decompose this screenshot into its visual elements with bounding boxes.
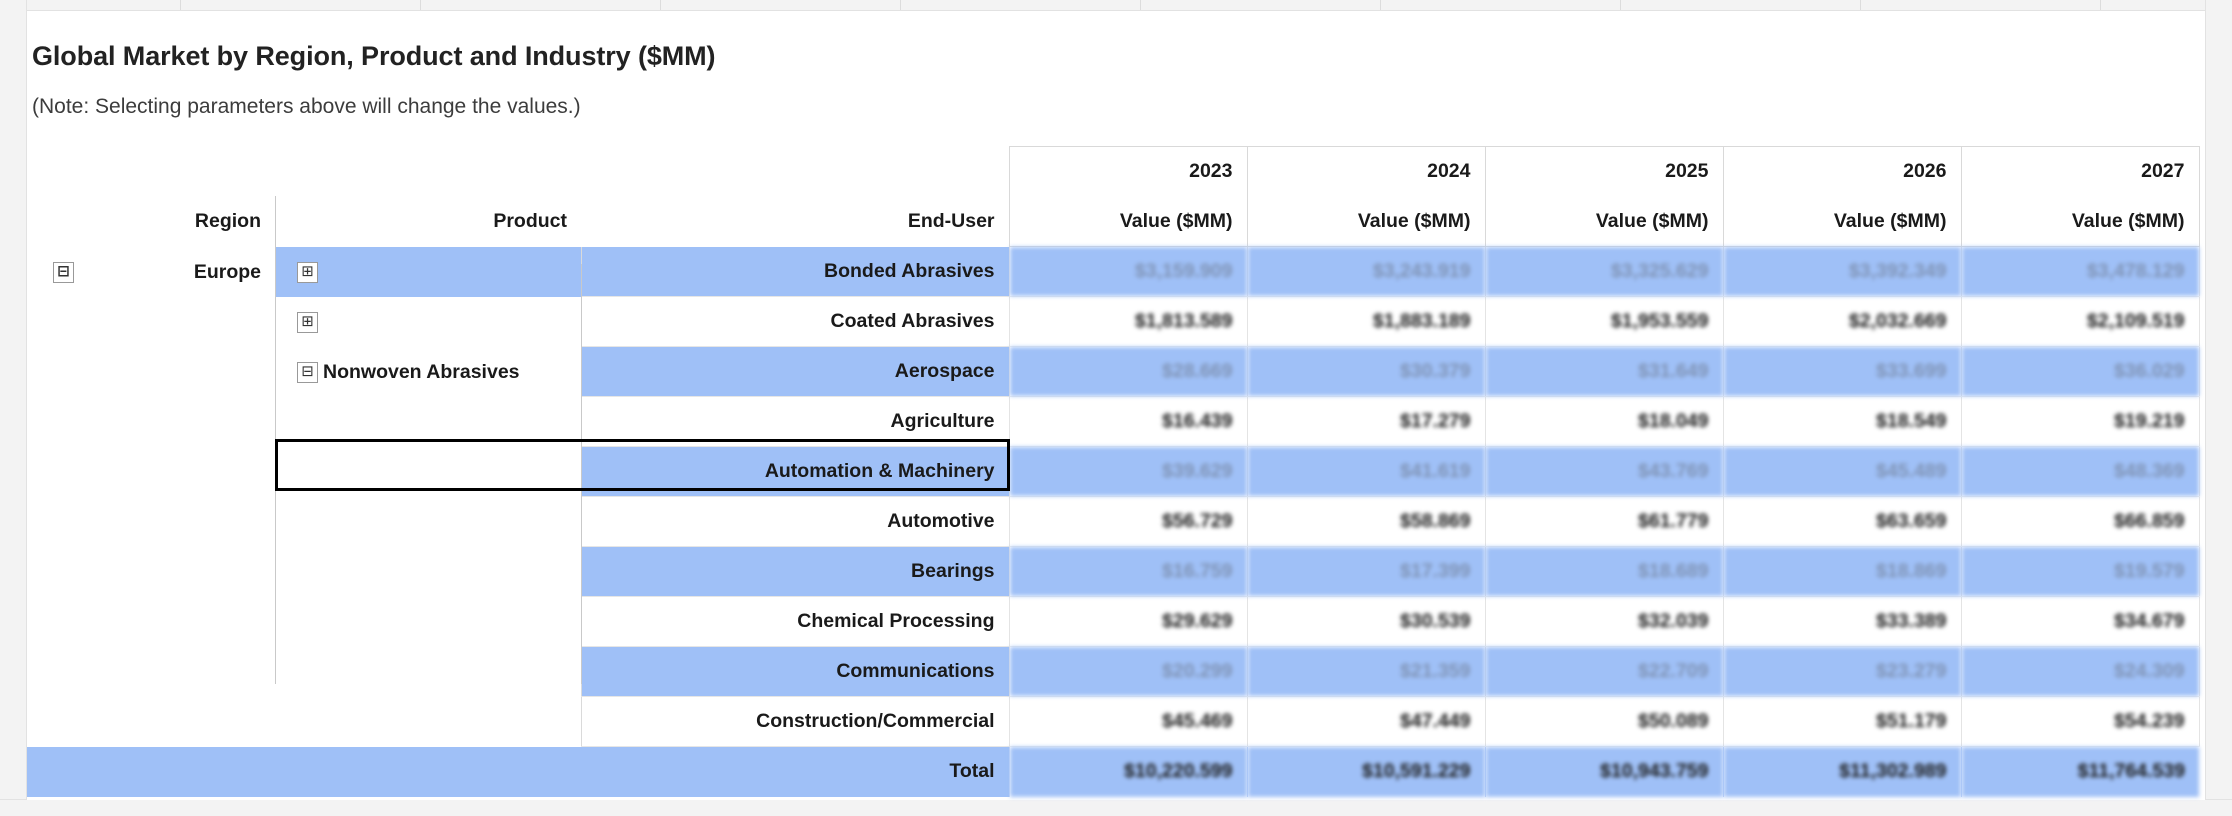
region-cell[interactable] bbox=[27, 697, 275, 747]
pivot-table bbox=[27, 146, 2200, 797]
region-group-divider bbox=[275, 196, 276, 684]
expand-product-icon[interactable]: ⊞ bbox=[297, 312, 318, 333]
value-cell: $45.469 bbox=[1009, 697, 1247, 747]
product-cell[interactable] bbox=[275, 547, 581, 597]
product-cell[interactable] bbox=[275, 497, 581, 547]
header-spacer bbox=[581, 147, 1009, 197]
collapse-region-icon[interactable]: ⊟ bbox=[53, 262, 74, 283]
value-cell: $18.549 bbox=[1723, 397, 1961, 447]
value-cell: $3,325.629 bbox=[1485, 247, 1723, 297]
value-cell: $36.029 bbox=[1961, 347, 2199, 397]
page-note: (Note: Selecting parameters above will change the values.) bbox=[32, 95, 581, 118]
value-cell: $33.389 bbox=[1723, 597, 1961, 647]
value-cell: $1,883.189 bbox=[1247, 297, 1485, 347]
enduser-cell: Bonded Abrasives bbox=[581, 247, 1009, 297]
enduser-cell: Chemical Processing bbox=[581, 597, 1009, 647]
value-cell: $18.689 bbox=[1485, 547, 1723, 597]
column-header-year-2027[interactable]: 2027 bbox=[1961, 147, 2199, 197]
value-cell: $23.279 bbox=[1723, 647, 1961, 697]
product-cell[interactable] bbox=[275, 247, 581, 297]
total-value-cell: $10,943.759 bbox=[1485, 747, 1723, 797]
value-cell: $16.759 bbox=[1009, 547, 1247, 597]
total-value-cell: $11,764.539 bbox=[1961, 747, 2199, 797]
product-cell[interactable] bbox=[275, 347, 581, 397]
row-header-region[interactable]: Region bbox=[27, 197, 275, 247]
value-cell: $66.859 bbox=[1961, 497, 2199, 547]
measure-header-2025[interactable]: Value ($MM) bbox=[1485, 197, 1723, 247]
enduser-cell: Agriculture bbox=[581, 397, 1009, 447]
product-cell[interactable] bbox=[275, 597, 581, 647]
value-cell: $1,813.589 bbox=[1009, 297, 1247, 347]
header-spacer bbox=[27, 147, 275, 197]
total-spacer bbox=[275, 747, 581, 797]
measure-header-2023[interactable]: Value ($MM) bbox=[1009, 197, 1247, 247]
value-cell: $19.219 bbox=[1961, 397, 2199, 447]
value-cell: $48.369 bbox=[1961, 447, 2199, 497]
total-value-cell: $10,591.229 bbox=[1247, 747, 1485, 797]
table-row[interactable] bbox=[27, 547, 2199, 597]
enduser-cell: Communications bbox=[581, 647, 1009, 697]
measure-header-2024[interactable]: Value ($MM) bbox=[1247, 197, 1485, 247]
region-cell[interactable] bbox=[27, 447, 275, 497]
product-cell[interactable] bbox=[275, 447, 581, 497]
value-cell: $63.659 bbox=[1723, 497, 1961, 547]
bottom-gutter[interactable] bbox=[0, 799, 2232, 816]
table-header-years bbox=[27, 147, 2199, 197]
value-cell: $1,953.559 bbox=[1485, 297, 1723, 347]
value-cell: $3,478.129 bbox=[1961, 247, 2199, 297]
product-label: Nonwoven Abrasives bbox=[323, 360, 520, 383]
value-cell: $32.039 bbox=[1485, 597, 1723, 647]
value-cell: $3,159.909 bbox=[1009, 247, 1247, 297]
value-cell: $3,392.349 bbox=[1723, 247, 1961, 297]
value-cell: $58.869 bbox=[1247, 497, 1485, 547]
right-gutter[interactable] bbox=[2205, 0, 2232, 816]
row-header-product[interactable]: Product bbox=[275, 197, 581, 247]
total-spacer bbox=[27, 747, 275, 797]
value-cell: $45.489 bbox=[1723, 447, 1961, 497]
enduser-cell: Aerospace bbox=[581, 347, 1009, 397]
total-label: Total bbox=[581, 747, 1009, 797]
region-label: Europe bbox=[193, 260, 261, 283]
measure-header-2027[interactable]: Value ($MM) bbox=[1961, 197, 2199, 247]
product-cell[interactable] bbox=[275, 697, 581, 747]
value-cell: $30.539 bbox=[1247, 597, 1485, 647]
left-gutter bbox=[0, 0, 27, 816]
enduser-cell: Bearings bbox=[581, 547, 1009, 597]
value-cell: $61.779 bbox=[1485, 497, 1723, 547]
value-cell: $31.649 bbox=[1485, 347, 1723, 397]
enduser-cell: Construction/Commercial bbox=[581, 697, 1009, 747]
table-row[interactable] bbox=[27, 597, 2199, 647]
value-cell: $34.679 bbox=[1961, 597, 2199, 647]
value-cell: $50.089 bbox=[1485, 697, 1723, 747]
value-cell: $51.179 bbox=[1723, 697, 1961, 747]
table-row[interactable] bbox=[27, 397, 2199, 447]
value-cell: $29.629 bbox=[1009, 597, 1247, 647]
value-cell: $30.379 bbox=[1247, 347, 1485, 397]
value-cell: $19.579 bbox=[1961, 547, 2199, 597]
table-row[interactable] bbox=[27, 247, 2199, 297]
column-header-year-2025[interactable]: 2025 bbox=[1485, 147, 1723, 197]
value-cell: $2,032.669 bbox=[1723, 297, 1961, 347]
table-header-measures bbox=[27, 197, 2199, 247]
product-cell[interactable] bbox=[275, 297, 581, 347]
region-cell[interactable] bbox=[27, 247, 275, 297]
table-row[interactable] bbox=[27, 447, 2199, 497]
value-cell: $47.449 bbox=[1247, 697, 1485, 747]
column-header-year-2024[interactable]: 2024 bbox=[1247, 147, 1485, 197]
value-cell: $16.439 bbox=[1009, 397, 1247, 447]
column-header-year-2026[interactable]: 2026 bbox=[1723, 147, 1961, 197]
value-cell: $3,243.919 bbox=[1247, 247, 1485, 297]
region-cell[interactable] bbox=[27, 497, 275, 547]
value-cell: $17.399 bbox=[1247, 547, 1485, 597]
value-cell: $33.699 bbox=[1723, 347, 1961, 397]
value-cell: $41.619 bbox=[1247, 447, 1485, 497]
table-row[interactable] bbox=[27, 297, 2199, 347]
report-panel bbox=[27, 11, 2205, 800]
expand-product-icon[interactable]: ⊞ bbox=[297, 262, 318, 283]
enduser-cell: Automotive bbox=[581, 497, 1009, 547]
header-spacer bbox=[275, 147, 581, 197]
value-cell: $28.669 bbox=[1009, 347, 1247, 397]
value-cell: $39.629 bbox=[1009, 447, 1247, 497]
table-row[interactable] bbox=[27, 497, 2199, 547]
total-value-cell: $11,302.989 bbox=[1723, 747, 1961, 797]
table-row[interactable] bbox=[27, 647, 2199, 697]
top-ruler bbox=[0, 0, 2232, 11]
product-cell[interactable] bbox=[275, 647, 581, 697]
row-header-enduser[interactable]: End-User bbox=[581, 197, 1009, 247]
value-cell: $20.299 bbox=[1009, 647, 1247, 697]
region-cell[interactable] bbox=[27, 547, 275, 597]
region-cell[interactable] bbox=[27, 297, 275, 347]
region-cell[interactable] bbox=[27, 597, 275, 647]
value-cell: $43.769 bbox=[1485, 447, 1723, 497]
column-header-year-2023[interactable]: 2023 bbox=[1009, 147, 1247, 197]
value-cell: $54.239 bbox=[1961, 697, 2199, 747]
value-cell: $17.279 bbox=[1247, 397, 1485, 447]
measure-header-2026[interactable]: Value ($MM) bbox=[1723, 197, 1961, 247]
value-cell: $21.359 bbox=[1247, 647, 1485, 697]
enduser-cell: Coated Abrasives bbox=[581, 297, 1009, 347]
region-cell[interactable] bbox=[27, 347, 275, 397]
value-cell: $18.049 bbox=[1485, 397, 1723, 447]
total-row bbox=[27, 747, 2199, 797]
value-cell: $22.709 bbox=[1485, 647, 1723, 697]
value-cell: $18.869 bbox=[1723, 547, 1961, 597]
value-cell: $56.729 bbox=[1009, 497, 1247, 547]
value-cell: $24.309 bbox=[1961, 647, 2199, 697]
region-cell[interactable] bbox=[27, 647, 275, 697]
product-group-divider bbox=[581, 264, 582, 684]
region-cell[interactable] bbox=[27, 397, 275, 447]
table-row[interactable] bbox=[27, 347, 2199, 397]
page-title: Global Market by Region, Product and Industry ($MM) bbox=[32, 41, 716, 71]
enduser-cell: Automation & Machinery bbox=[581, 447, 1009, 497]
product-cell[interactable] bbox=[275, 397, 581, 447]
value-cell: $2,109.519 bbox=[1961, 297, 2199, 347]
collapse-product-icon[interactable]: ⊟ bbox=[297, 362, 318, 383]
total-value-cell: $10,220.599 bbox=[1009, 747, 1247, 797]
table-row[interactable] bbox=[27, 697, 2199, 747]
